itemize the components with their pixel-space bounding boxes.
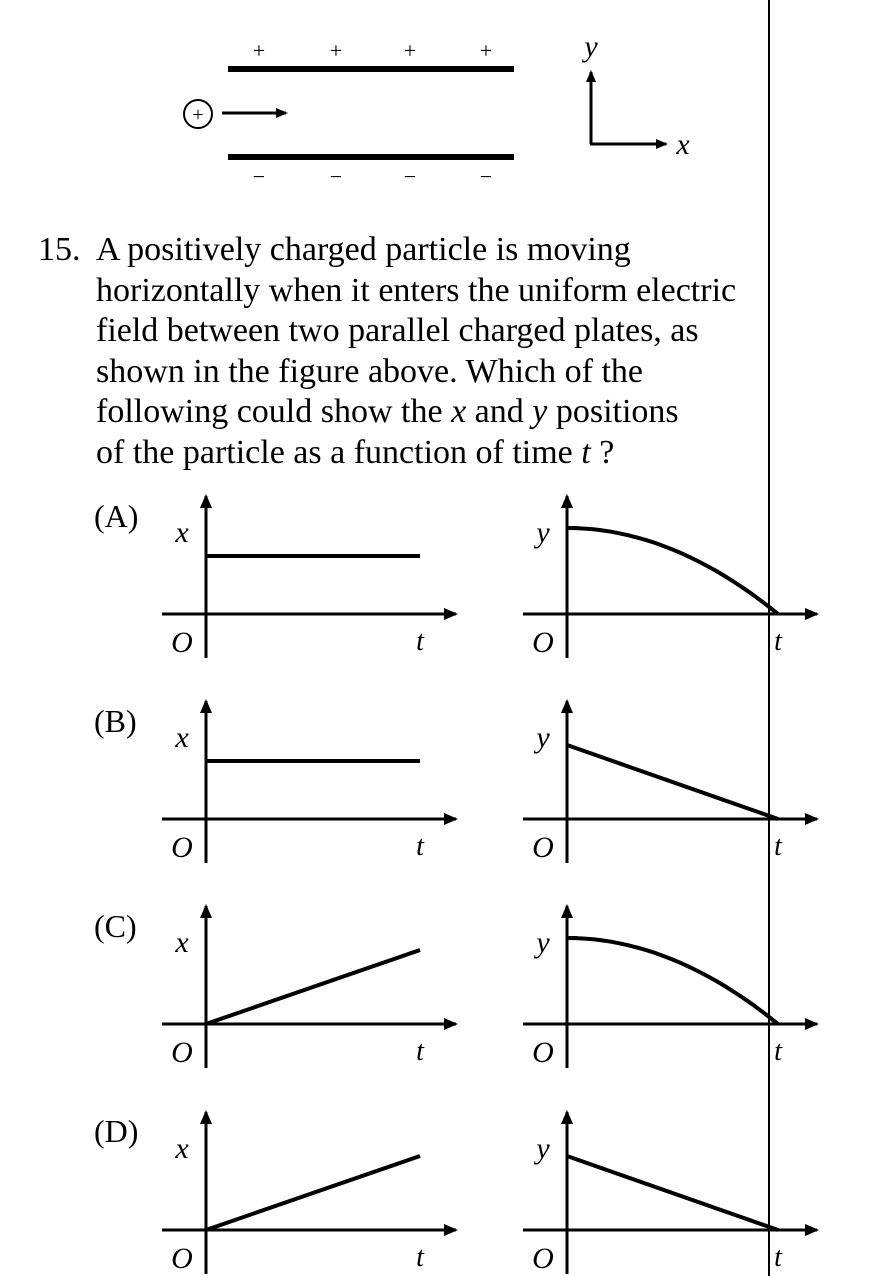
y-graph-curve bbox=[567, 938, 778, 1024]
origin-label: O bbox=[532, 626, 554, 659]
top-charge: + bbox=[252, 38, 266, 63]
y-graph-curve bbox=[567, 528, 778, 614]
origin-label: O bbox=[532, 1242, 554, 1275]
time-axis-label: t bbox=[774, 1242, 782, 1273]
y-graph-curve bbox=[567, 745, 778, 819]
origin-label: O bbox=[171, 1242, 193, 1275]
choice-label: (D) bbox=[94, 1113, 139, 1149]
time-axis-label: t bbox=[416, 626, 424, 657]
question-line: of the particle as a function of time t ? bbox=[96, 433, 615, 471]
x-graph-axis-label: x bbox=[175, 926, 189, 959]
y-graph-axis-label: y bbox=[536, 1132, 550, 1165]
bottom-charge: − bbox=[403, 164, 417, 189]
question-line: A positively charged particle is moving bbox=[96, 231, 631, 268]
choice-label: (C) bbox=[94, 908, 137, 944]
origin-label: O bbox=[171, 1036, 193, 1069]
x-graph-curve bbox=[206, 1156, 420, 1230]
choice-label: (A) bbox=[94, 498, 139, 534]
bottom-charge: − bbox=[329, 164, 343, 189]
question-line: shown in the figure above. Which of the bbox=[96, 352, 644, 390]
y-graph-axis-label: y bbox=[536, 721, 550, 754]
x-graph-axis-label: x bbox=[175, 721, 189, 754]
origin-label: O bbox=[532, 831, 554, 864]
origin-label: O bbox=[171, 626, 193, 659]
choice-label: (B) bbox=[94, 703, 137, 739]
y-graph-axis-label: y bbox=[536, 926, 550, 959]
time-axis-label: t bbox=[416, 831, 424, 862]
question-number: 15. bbox=[38, 231, 81, 268]
origin-label: O bbox=[171, 831, 193, 864]
axis-y-label: y bbox=[584, 30, 598, 63]
y-graph-curve bbox=[567, 1156, 778, 1230]
time-axis-label: t bbox=[416, 1036, 424, 1067]
top-charge: + bbox=[479, 38, 493, 63]
question-line: following could show the x and y positions bbox=[96, 393, 679, 430]
x-graph-axis-label: x bbox=[175, 516, 189, 549]
y-graph-axis-label: y bbox=[536, 516, 550, 549]
question-line: field between two parallel charged plates, as bbox=[96, 312, 699, 349]
time-axis-label: t bbox=[774, 831, 782, 862]
top-charge: + bbox=[403, 38, 417, 63]
bottom-charge: − bbox=[252, 164, 266, 189]
top-charge: + bbox=[329, 38, 343, 63]
time-axis-label: t bbox=[416, 1242, 424, 1273]
question-line: horizontally when it enters the uniform electric bbox=[96, 271, 737, 309]
axis-x-label: x bbox=[676, 128, 690, 161]
origin-label: O bbox=[532, 1036, 554, 1069]
x-graph-curve bbox=[206, 950, 420, 1024]
time-axis-label: t bbox=[774, 1036, 782, 1067]
x-graph-axis-label: x bbox=[175, 1132, 189, 1165]
time-axis-label: t bbox=[774, 626, 782, 657]
bottom-charge: − bbox=[479, 164, 493, 189]
particle-charge: + bbox=[192, 104, 204, 126]
